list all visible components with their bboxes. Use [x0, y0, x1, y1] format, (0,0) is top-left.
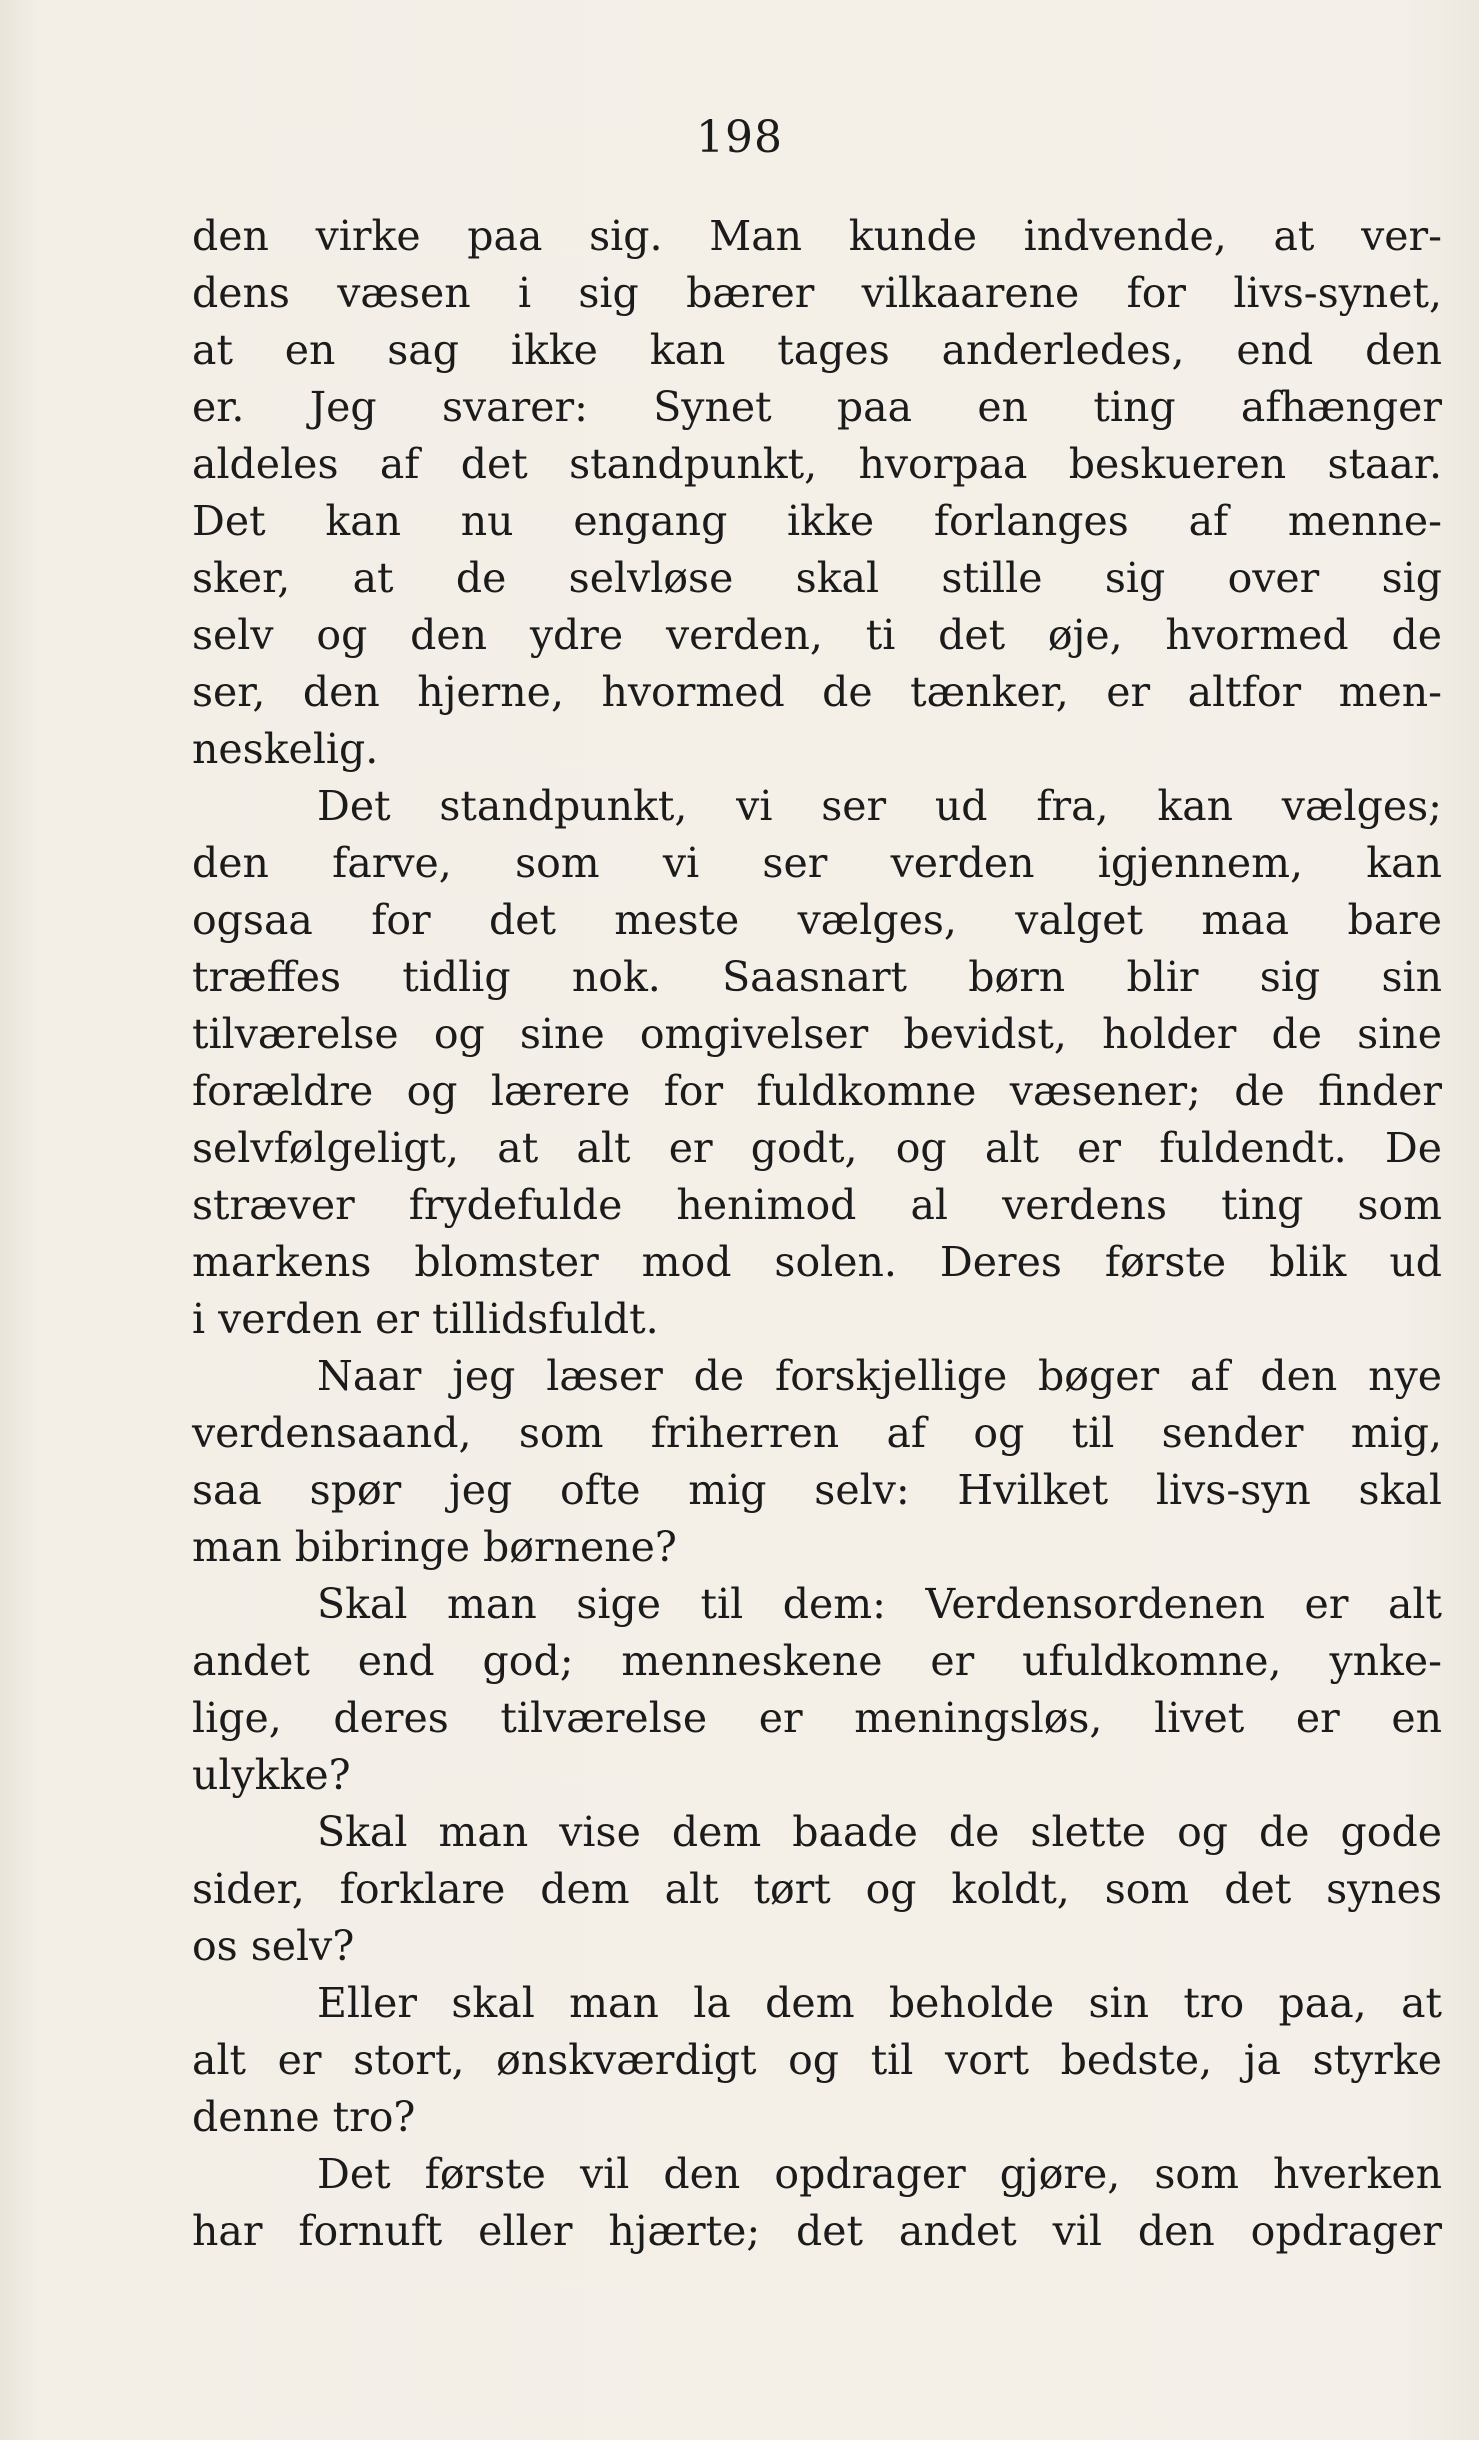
text-line: neskelig. [192, 725, 379, 773]
text-line: tilværelse og sine omgivelser bevidst, holder de sine [192, 1010, 1442, 1058]
text-line: træffes tidlig nok. Saasnart børn blir sig sin [192, 953, 1442, 1001]
text-line: aldeles af det standpunkt, hvorpaa beskueren staar. [192, 440, 1442, 488]
text-line: selv og den ydre verden, ti det øje, hvormed de [192, 611, 1442, 659]
text-line: Det kan nu engang ikke forlanges af menne- [192, 497, 1442, 545]
text-line: Det første vil den opdrager gjøre, som hverken [317, 2150, 1442, 2198]
text-line: den farve, som vi ser verden igjennem, kan [192, 839, 1442, 887]
text-line: stræver frydefulde henimod al verdens ting som [192, 1181, 1442, 1229]
text-line: sider, forklare dem alt tørt og koldt, som det synes [192, 1865, 1442, 1913]
text-line: ogsaa for det meste vælges, valget maa bare [192, 896, 1442, 944]
text-line: andet end god; menneskene er ufuldkomne, ynke- [192, 1637, 1442, 1685]
page-number: 198 [696, 112, 783, 163]
text-line: Det standpunkt, vi ser ud fra, kan vælges; [317, 782, 1442, 830]
text-line: Skal man sige til dem: Verdensordenen er alt [317, 1580, 1442, 1628]
text-line: saa spør jeg ofte mig selv: Hvilket livs-syn skal [192, 1466, 1442, 1514]
text-line: lige, deres tilværelse er meningsløs, livet er en [192, 1694, 1442, 1742]
text-line: Eller skal man la dem beholde sin tro paa, at [317, 1979, 1442, 2027]
text-line: dens væsen i sig bærer vilkaarene for livs-synet, [192, 269, 1442, 317]
text-line: ulykke? [192, 1751, 351, 1799]
text-line: alt er stort, ønskværdigt og til vort bedste, ja styrke [192, 2036, 1442, 2084]
text-line: Naar jeg læser de forskjellige bøger af den nye [317, 1352, 1442, 1400]
text-line: denne tro? [192, 2093, 416, 2141]
text-line: Skal man vise dem baade de slette og de gode [317, 1808, 1442, 1856]
text-line: markens blomster mod solen. Deres første blik ud [192, 1238, 1442, 1286]
text-line: forældre og lærere for fuldkomne væsener; de finder [192, 1067, 1442, 1115]
text-line: har fornuft eller hjærte; det andet vil den opdrager [192, 2207, 1442, 2255]
text-line: at en sag ikke kan tages anderledes, end den [192, 326, 1442, 374]
text-line: i verden er tillidsfuldt. [192, 1295, 659, 1343]
text-line: os selv? [192, 1922, 355, 1970]
text-line: selvfølgeligt, at alt er godt, og alt er fuldendt. De [192, 1124, 1442, 1172]
text-line: man bibringe børnene? [192, 1523, 677, 1571]
body-text [192, 208, 1442, 2260]
text-line: ser, den hjerne, hvormed de tænker, er altfor men- [192, 668, 1442, 716]
text-line: sker, at de selvløse skal stille sig over sig [192, 554, 1442, 602]
text-line: verdensaand, som friherren af og til sender mig, [192, 1409, 1442, 1457]
text-line: den virke paa sig. Man kunde indvende, at ver- [192, 212, 1442, 260]
text-line: er. Jeg svarer: Synet paa en ting afhænger [192, 383, 1442, 431]
